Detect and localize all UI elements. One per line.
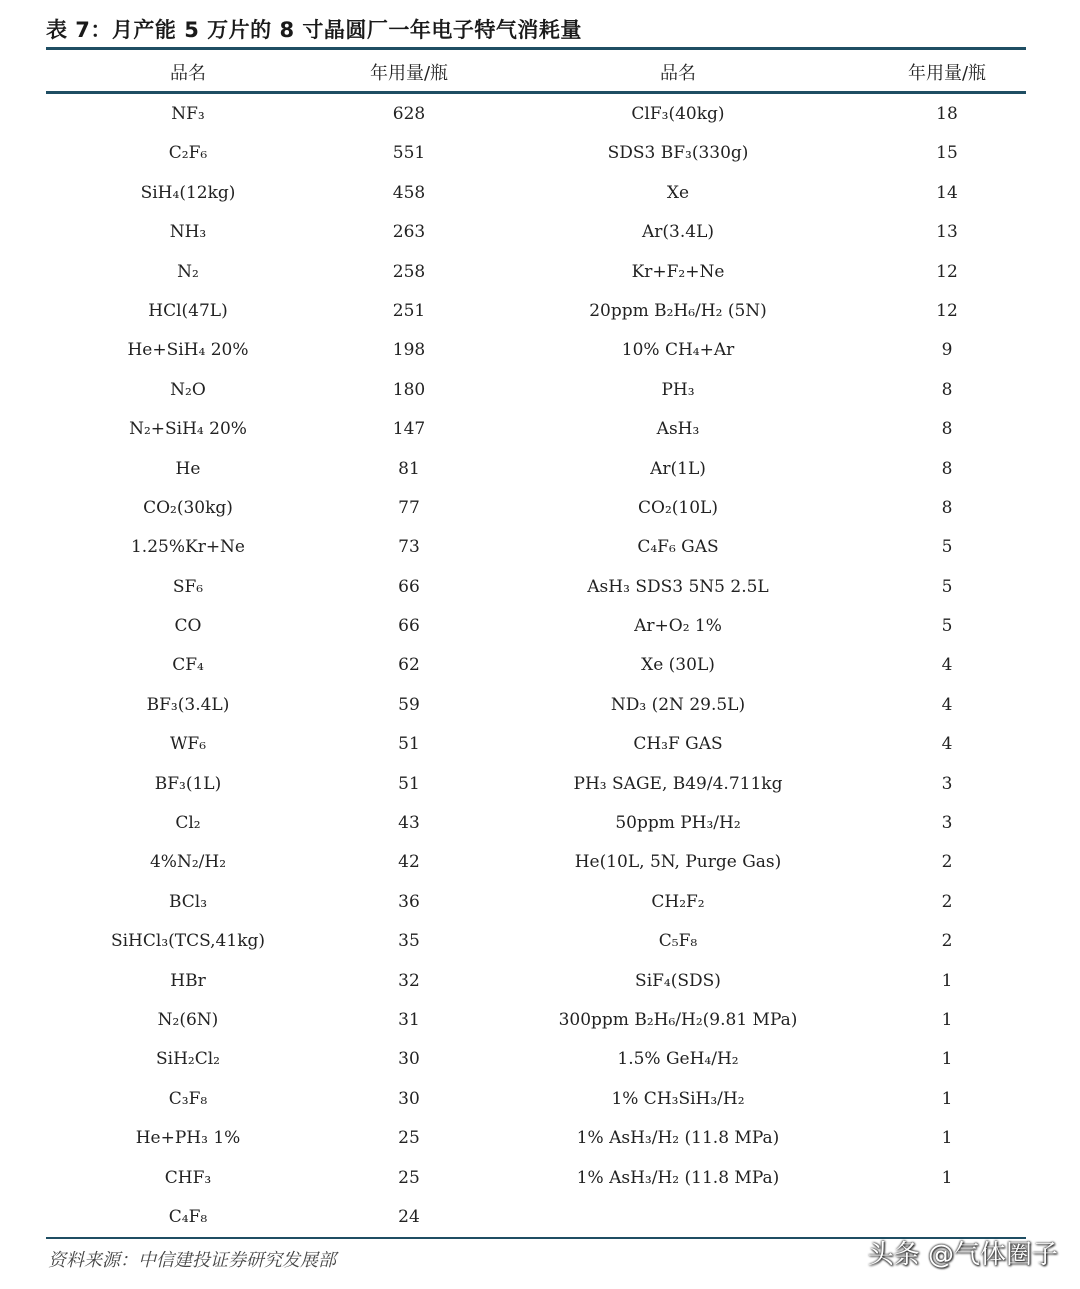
header-name-2: 品名 xyxy=(660,63,696,84)
table-row xyxy=(46,331,1026,370)
table-row xyxy=(46,1159,1026,1198)
table-row xyxy=(46,489,1026,528)
cell-name-left: BF₃(3.4L) xyxy=(146,694,230,715)
cell-qty-left: 51 xyxy=(398,734,420,755)
cell-qty-left: 59 xyxy=(398,694,420,715)
cell-qty-right: 3 xyxy=(941,813,953,834)
cell-qty-left: 258 xyxy=(392,261,426,282)
cell-name-right: C₅F₈ xyxy=(658,931,698,952)
cell-qty-left: 81 xyxy=(398,458,420,479)
cell-name-right: He(10L, 5N, Purge Gas) xyxy=(574,852,782,873)
cell-name-left: HBr xyxy=(170,970,206,991)
cell-name-left: N₂O xyxy=(170,379,206,400)
table-row xyxy=(46,213,1026,252)
cell-qty-left: 458 xyxy=(392,182,426,203)
cell-qty-right: 8 xyxy=(941,419,953,440)
cell-qty-left: 66 xyxy=(398,616,420,637)
cell-qty-right: 15 xyxy=(936,143,958,164)
cell-qty-right: 12 xyxy=(936,261,958,282)
cell-name-right: C₄F₆ GAS xyxy=(637,537,719,558)
cell-name-right: 10% CH₄+Ar xyxy=(621,340,735,361)
cell-name-left: SiH₄(12kg) xyxy=(140,182,236,203)
cell-qty-left: 62 xyxy=(398,655,420,676)
cell-name-right: 20ppm B₂H₆/H₂ (5N) xyxy=(589,300,767,321)
cell-name-right: Ar(3.4L) xyxy=(642,222,714,243)
cell-qty-right: 2 xyxy=(941,852,953,873)
cell-qty-left: 147 xyxy=(392,419,426,440)
table-row xyxy=(46,528,1026,567)
cell-qty-right: 2 xyxy=(941,931,953,952)
cell-qty-left: 551 xyxy=(392,143,426,164)
cell-name-left: CF₄ xyxy=(172,655,204,676)
cell-qty-left: 43 xyxy=(398,813,420,834)
cell-name-left: CO xyxy=(174,616,202,637)
header-rule xyxy=(46,91,1026,94)
table-row xyxy=(46,646,1026,685)
table-row xyxy=(46,568,1026,607)
cell-qty-right: 18 xyxy=(936,104,958,124)
cell-name-left: Cl₂ xyxy=(175,813,201,834)
cell-name-right: SiF₄(SDS) xyxy=(635,970,721,991)
cell-name-right: ClF₃(40kg) xyxy=(631,104,725,124)
cell-name-right: 1% CH₃SiH₃/H₂ xyxy=(611,1088,745,1109)
cell-qty-right: 8 xyxy=(941,379,953,400)
cell-name-right: SDS3 BF₃(330g) xyxy=(607,143,749,164)
source-note: 资料来源：中信建投证券研究发展部 xyxy=(48,1250,336,1271)
cell-name-right: CO₂(10L) xyxy=(638,497,718,518)
cell-qty-left: 77 xyxy=(398,497,420,518)
table-row xyxy=(46,1198,1026,1237)
cell-name-left: N₂(6N) xyxy=(157,1009,219,1030)
table-row xyxy=(46,1040,1026,1079)
cell-name-right: Xe xyxy=(666,182,690,203)
cell-name-right: 1% AsH₃/H₂ (11.8 MPa) xyxy=(576,1128,780,1149)
cell-name-left: He xyxy=(175,458,201,479)
cell-qty-right: 1 xyxy=(941,1167,953,1188)
cell-name-left: NF₃ xyxy=(171,104,205,124)
cell-qty-right: 2 xyxy=(941,891,953,912)
cell-qty-right: 5 xyxy=(941,576,953,597)
cell-name-right: 300ppm B₂H₆/H₂(9.81 MPa) xyxy=(558,1009,798,1030)
cell-qty-left: 25 xyxy=(398,1167,420,1188)
cell-name-left: N₂+SiH₄ 20% xyxy=(129,419,247,440)
cell-name-left: 4%N₂/H₂ xyxy=(149,852,227,873)
table-row xyxy=(46,174,1026,213)
cell-qty-left: 36 xyxy=(398,891,420,912)
table-header xyxy=(46,50,1026,91)
cell-name-left: SF₆ xyxy=(172,576,204,597)
cell-name-right: Ar(1L) xyxy=(650,458,706,479)
cell-name-left: C₄F₈ xyxy=(168,1206,208,1227)
table-row xyxy=(46,95,1026,134)
table-row xyxy=(46,1119,1026,1158)
cell-name-left: BCl₃ xyxy=(168,891,208,912)
header-qty-1: 年用量/瓶 xyxy=(369,63,449,84)
cell-name-left: N₂ xyxy=(177,261,199,282)
cell-name-right: 1.5% GeH₄/H₂ xyxy=(617,1049,739,1070)
cell-name-right: 1% AsH₃/H₂ (11.8 MPa) xyxy=(576,1167,780,1188)
table-title: 表 7：月产能 5 万片的 8 寸晶圆厂一年电子特气消耗量 xyxy=(46,18,582,42)
cell-qty-right: 4 xyxy=(941,734,953,755)
cell-name-right: CH₂F₂ xyxy=(651,891,705,912)
cell-name-left: CO₂(30kg) xyxy=(143,497,233,518)
cell-qty-right: 5 xyxy=(941,616,953,637)
cell-qty-left: 25 xyxy=(398,1128,420,1149)
cell-name-right: 50ppm PH₃/H₂ xyxy=(615,813,741,834)
cell-name-right: AsH₃ SDS3 5N5 2.5L xyxy=(587,576,769,597)
cell-qty-right: 4 xyxy=(941,694,953,715)
cell-name-left: He+PH₃ 1% xyxy=(135,1128,241,1149)
table-row xyxy=(46,883,1026,922)
table-row xyxy=(46,922,1026,961)
cell-qty-left: 32 xyxy=(398,970,420,991)
table-row xyxy=(46,450,1026,489)
cell-qty-right: 14 xyxy=(936,182,958,203)
cell-qty-right: 9 xyxy=(941,340,953,361)
cell-qty-left: 263 xyxy=(392,222,426,243)
cell-name-right: Xe (30L) xyxy=(641,655,715,676)
cell-qty-left: 180 xyxy=(392,379,426,400)
cell-name-left: He+SiH₄ 20% xyxy=(127,340,249,361)
cell-qty-left: 30 xyxy=(398,1088,420,1109)
cell-qty-left: 66 xyxy=(398,576,420,597)
cell-qty-left: 251 xyxy=(392,300,426,321)
table-row xyxy=(46,725,1026,764)
cell-name-left: SiH₂Cl₂ xyxy=(156,1049,220,1070)
cell-name-right: ND₃ (2N 29.5L) xyxy=(610,694,746,715)
cell-qty-right: 1 xyxy=(941,1128,953,1149)
cell-qty-right: 8 xyxy=(941,497,953,518)
cell-qty-left: 31 xyxy=(398,1009,420,1030)
cell-name-left: SiHCl₃(TCS,41kg) xyxy=(110,931,266,952)
cell-name-right: Ar+O₂ 1% xyxy=(634,616,722,637)
cell-qty-left: 42 xyxy=(398,852,420,873)
table-row xyxy=(46,410,1026,449)
cell-qty-left: 51 xyxy=(398,773,420,794)
table-row xyxy=(46,607,1026,646)
cell-qty-left: 73 xyxy=(398,537,420,558)
cell-qty-left: 198 xyxy=(392,340,426,361)
table-row xyxy=(46,843,1026,882)
table-row xyxy=(46,371,1026,410)
cell-name-right: AsH₃ xyxy=(656,419,700,440)
cell-qty-right: 5 xyxy=(941,537,953,558)
header-name-1: 品名 xyxy=(170,63,206,84)
cell-qty-right: 1 xyxy=(941,1088,953,1109)
cell-qty-left: 628 xyxy=(392,104,426,124)
table-row xyxy=(46,1001,1026,1040)
cell-qty-left: 30 xyxy=(398,1049,420,1070)
cell-name-right: CH₃F GAS xyxy=(633,734,723,755)
table-row xyxy=(46,765,1026,804)
cell-name-left: CHF₃ xyxy=(164,1167,212,1188)
cell-qty-right: 13 xyxy=(936,222,958,243)
cell-qty-right: 1 xyxy=(941,1049,953,1070)
table-row xyxy=(46,686,1026,725)
cell-qty-right: 8 xyxy=(941,458,953,479)
table-row xyxy=(46,134,1026,173)
cell-name-left: 1.25%Kr+Ne xyxy=(130,537,245,558)
table-row xyxy=(46,292,1026,331)
cell-name-right: PH₃ xyxy=(661,379,695,400)
cell-qty-right: 12 xyxy=(936,300,958,321)
cell-name-left: HCl(47L) xyxy=(148,300,228,321)
table-row xyxy=(46,962,1026,1001)
table-body xyxy=(46,95,1026,1237)
cell-qty-right: 1 xyxy=(941,1009,953,1030)
cell-qty-left: 24 xyxy=(398,1206,420,1227)
cell-name-left: BF₃(1L) xyxy=(154,773,222,794)
cell-name-left: C₃F₈ xyxy=(168,1088,208,1109)
cell-name-left: WF₆ xyxy=(169,734,207,755)
cell-name-right: Kr+F₂+Ne xyxy=(631,261,725,282)
cell-name-left: C₂F₆ xyxy=(168,143,208,164)
watermark: 头条 @气体圈子 xyxy=(867,1240,1058,1270)
header-qty-2: 年用量/瓶 xyxy=(907,63,987,84)
cell-name-left: NH₃ xyxy=(169,222,207,243)
cell-qty-right: 4 xyxy=(941,655,953,676)
table-row xyxy=(46,1080,1026,1119)
table-row xyxy=(46,253,1026,292)
cell-name-right: PH₃ SAGE, B49/4.711kg xyxy=(573,773,783,794)
cell-qty-left: 35 xyxy=(398,931,420,952)
table-row xyxy=(46,804,1026,843)
cell-qty-right: 3 xyxy=(941,773,953,794)
cell-qty-right: 1 xyxy=(941,970,953,991)
